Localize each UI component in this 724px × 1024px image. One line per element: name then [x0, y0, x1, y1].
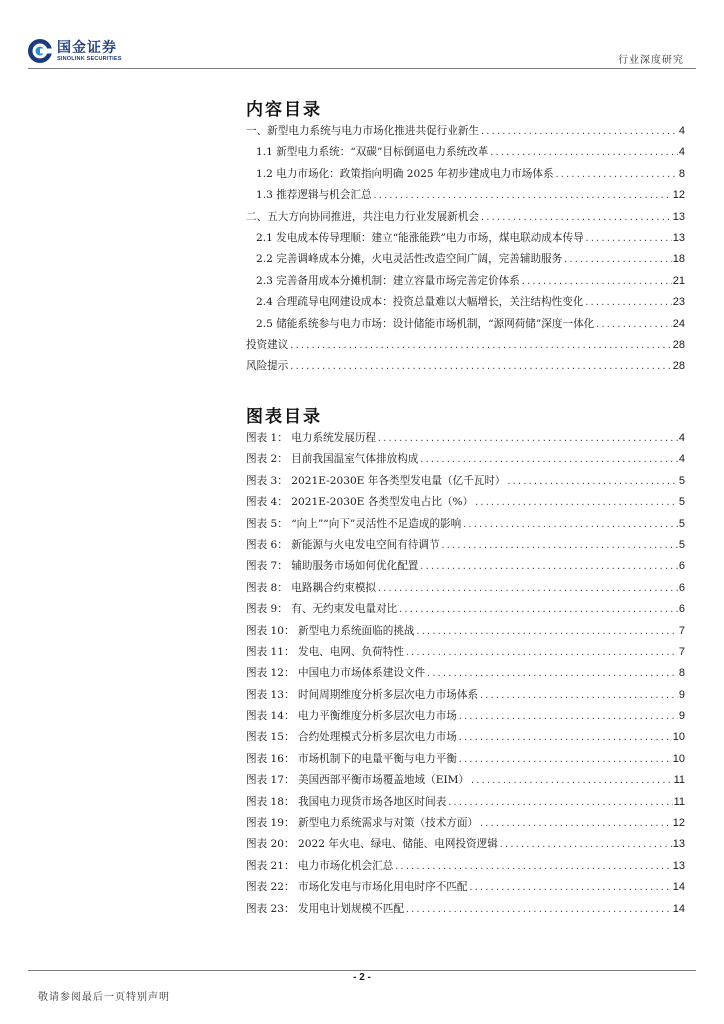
dot-leader [289, 362, 671, 371]
figure-entry[interactable] [246, 430, 685, 451]
figure-entry-page: 6 [678, 581, 685, 594]
figure-entry[interactable] [246, 751, 685, 772]
figure-entry-label: 图表 10： 新型电力系统面临的挑战 [246, 624, 415, 637]
dot-leader [555, 170, 678, 179]
dot-leader [489, 148, 678, 157]
figure-entry-page: 6 [678, 603, 685, 616]
contents-entry[interactable] [246, 294, 685, 315]
figure-entry[interactable] [246, 601, 685, 622]
figure-entry[interactable] [246, 687, 685, 708]
contents-entry-label: 二、五大方向协同推进，共注电力行业发展新机会 [246, 210, 480, 223]
figure-entry-page: 11 [673, 774, 685, 787]
figure-entry-page: 9 [678, 710, 685, 723]
figure-entry-page: 4 [678, 432, 685, 444]
logo-chinese-name: 国金证券 [57, 39, 117, 56]
dot-leader [441, 541, 678, 550]
figure-entry[interactable] [246, 836, 685, 857]
contents-entry-page: 28 [672, 338, 685, 351]
dot-leader [419, 455, 677, 464]
contents-entry[interactable] [246, 166, 685, 187]
dot-leader [416, 627, 678, 636]
figure-entry-label: 图表 1： 电力系统发展历程 [246, 432, 377, 444]
figure-entry-page: 8 [678, 667, 685, 680]
figure-entry-page: 5 [678, 538, 685, 551]
figure-entry-label: 图表 17： 美国西部平衡市场覆盖地域（EIM） [246, 774, 470, 787]
sinolink-logo-icon [27, 38, 53, 64]
figure-entry-label: 图表 8： 电路耦合约束模拟 [246, 581, 377, 594]
figure-entry[interactable] [246, 623, 685, 644]
dot-leader [458, 755, 672, 764]
contents-entry-label: 2.4 合理疏导电网建设成本：投资总量难以大幅增长，关注结构性变化 [256, 296, 584, 309]
contents-entry-page: 21 [672, 274, 685, 287]
contents-entry-label: 1.3 推荐逻辑与机会汇总 [256, 189, 372, 202]
contents-list [246, 123, 685, 380]
dot-leader [405, 905, 672, 914]
figure-entry-page: 7 [678, 624, 685, 637]
contents-entry-label: 投资建议 [246, 338, 289, 351]
contents-entry-label: 一、新型电力系统与电力市场化推进共促行业新生 [246, 125, 480, 137]
page-header [0, 0, 724, 76]
dot-leader [507, 477, 678, 486]
dot-leader [377, 434, 678, 443]
contents-entry[interactable] [246, 123, 685, 144]
figure-entry[interactable] [246, 580, 685, 601]
contents-entry-label: 1.2 电力市场化：政策指向明确 2025 年初步建成电力市场体系 [256, 167, 554, 180]
figure-entry-page: 12 [672, 817, 685, 830]
figure-entry[interactable] [246, 558, 685, 579]
contents-entry[interactable] [246, 230, 685, 251]
contents-entry-label: 2.2 完善调峰成本分摊，火电灵活性改造空间广阔，完善辅助服务 [256, 253, 563, 266]
figure-entry[interactable] [246, 451, 685, 472]
contents-entry[interactable] [246, 251, 685, 272]
disclaimer-note: 敬请参阅最后一页特别声明 [38, 992, 170, 1003]
logo-english-name: SINOLINK SECURITIES [57, 55, 122, 62]
figure-entry-label: 图表 7： 辅助服务市场如何优化配置 [246, 560, 419, 573]
figure-entry-page: 10 [672, 752, 685, 765]
dot-leader [458, 712, 678, 721]
dot-leader [377, 584, 678, 593]
figure-entry-page: 10 [672, 731, 685, 744]
dot-leader [474, 498, 678, 507]
figure-entry-label: 图表 18： 我国电力现货市场各地区时间表 [246, 795, 447, 808]
dot-leader [584, 298, 671, 307]
dot-leader [419, 562, 677, 571]
dot-leader [470, 776, 673, 785]
report-category: 行业深度研究 [618, 55, 684, 66]
figure-entry-page: 14 [672, 881, 685, 894]
contents-entry-page: 8 [678, 167, 685, 180]
figure-entry[interactable] [246, 494, 685, 515]
contents-entry-label: 1.1 新型电力系统：“双碳”目标倒逼电力系统改革 [256, 146, 489, 159]
contents-title: 内容目录 [246, 100, 322, 120]
dot-leader [289, 341, 671, 350]
figure-entry-page: 5 [678, 517, 685, 530]
figure-entry-label: 图表 14： 电力平衡维度分析多层次电力市场 [246, 710, 457, 723]
figure-entry[interactable] [246, 901, 685, 922]
dot-leader [469, 883, 672, 892]
contents-entry[interactable] [246, 209, 685, 230]
contents-entry-page: 18 [672, 253, 685, 266]
figures-title: 图表目录 [246, 407, 322, 427]
dot-leader [458, 733, 672, 742]
figure-entry-page: 13 [672, 838, 685, 851]
contents-entry-page: 24 [672, 317, 685, 330]
figure-entry-label: 图表 2： 目前我国温室气体排放构成 [246, 453, 419, 466]
figure-entry-label: 图表 12： 中国电力市场体系建设文件 [246, 667, 426, 680]
page-number: - 2 - [353, 972, 371, 983]
contents-entry[interactable] [246, 273, 685, 294]
dot-leader [462, 520, 678, 529]
contents-entry[interactable] [246, 358, 685, 379]
figure-entry[interactable] [246, 516, 685, 537]
header-divider [28, 68, 696, 69]
figure-entry[interactable] [246, 473, 685, 494]
figure-entry[interactable] [246, 644, 685, 665]
figure-entry-page: 11 [673, 795, 685, 808]
figure-entry-label: 图表 6： 新能源与火电发电空间有待调节 [246, 538, 440, 551]
dot-leader [595, 320, 671, 329]
dot-leader [480, 127, 678, 136]
contents-entry[interactable] [246, 187, 685, 208]
figure-entry[interactable] [246, 537, 685, 558]
dot-leader [499, 840, 672, 849]
figure-entry-label: 图表 16： 市场机制下的电量平衡与电力平衡 [246, 752, 457, 765]
dot-leader [373, 191, 672, 200]
figure-entry-page: 14 [672, 902, 685, 915]
figure-entry-page: 9 [678, 688, 685, 701]
dot-leader [447, 798, 672, 807]
figure-entry-label: 图表 15： 合约处理模式分析多层次电力市场 [246, 731, 457, 744]
figure-entry[interactable] [246, 815, 685, 836]
figure-entry-page: 13 [672, 859, 685, 872]
footer-divider [28, 970, 696, 971]
figure-entry[interactable] [246, 665, 685, 686]
figure-entry-label: 图表 20： 2022 年火电、绿电、储能、电网投资逻辑 [246, 838, 498, 851]
contents-entry[interactable] [246, 316, 685, 337]
figure-entry[interactable] [246, 858, 685, 879]
dot-leader [426, 669, 678, 678]
figure-entry-page: 7 [678, 645, 685, 658]
figure-entry-label: 图表 11： 发电、电网、负荷特性 [246, 645, 404, 658]
contents-entry-label: 2.5 储能系统参与电力市场：设计储能市场机制，“源网荷储”深度一体化 [256, 317, 595, 330]
figure-entry-page: 5 [678, 496, 685, 509]
dot-leader [479, 691, 678, 700]
contents-entry-page: 12 [672, 189, 685, 202]
figure-entry-label: 图表 21： 电力市场化机会汇总 [246, 859, 394, 872]
figure-entry-label: 图表 22： 市场化发电与市场化用电时序不匹配 [246, 881, 468, 894]
figure-entry-page: 5 [678, 474, 685, 487]
figure-entry-label: 图表 9： 有、无约束发电量对比 [246, 603, 398, 616]
contents-entry-page: 23 [672, 296, 685, 309]
contents-entry-page: 28 [672, 360, 685, 373]
figure-entry-label: 图表 4： 2021E-2030E 各类型发电占比（%） [246, 496, 474, 509]
contents-entry-label: 2.1 发电成本传导理顺：建立“能涨能跌”电力市场，煤电联动成本传导 [256, 231, 584, 244]
contents-entry-page: 13 [672, 210, 685, 223]
dot-leader [479, 819, 672, 828]
figure-entry[interactable] [246, 729, 685, 750]
contents-entry[interactable] [246, 144, 685, 165]
figure-entry-label: 图表 13： 时间周期维度分析多层次电力市场体系 [246, 688, 479, 701]
contents-entry-page: 13 [672, 231, 685, 244]
company-logo [27, 38, 122, 64]
dot-leader [394, 862, 671, 871]
figure-entry[interactable] [246, 708, 685, 729]
contents-entry-label: 2.3 完善备用成本分摊机制：建立容量市场完善定价体系 [256, 274, 520, 287]
contents-entry[interactable] [246, 337, 685, 358]
contents-entry-page: 4 [678, 125, 685, 137]
dot-leader [563, 255, 672, 264]
dot-leader [480, 213, 672, 222]
figure-entry-label: 图表 19： 新型电力系统需求与对策（技术方面） [246, 817, 479, 830]
contents-entry-label: 风险提示 [246, 360, 289, 373]
dot-leader [405, 648, 678, 657]
figure-entry-label: 图表 3： 2021E-2030E 年各类型发电量（亿千瓦时） [246, 474, 506, 487]
figure-entry-page: 6 [678, 560, 685, 573]
dot-leader [585, 234, 672, 243]
dot-leader [521, 277, 672, 286]
dot-leader [398, 605, 678, 614]
figure-entry-page: 4 [678, 453, 685, 466]
figure-entry-label: 图表 5： “向上”“向下”灵活性不足造成的影响 [246, 517, 462, 530]
figure-entry[interactable] [246, 879, 685, 900]
figure-entry-label: 图表 23： 发用电计划规模不匹配 [246, 902, 404, 915]
contents-entry-page: 4 [678, 146, 685, 159]
figure-entry[interactable] [246, 794, 685, 815]
figures-list [246, 430, 685, 922]
figure-entry[interactable] [246, 772, 685, 793]
